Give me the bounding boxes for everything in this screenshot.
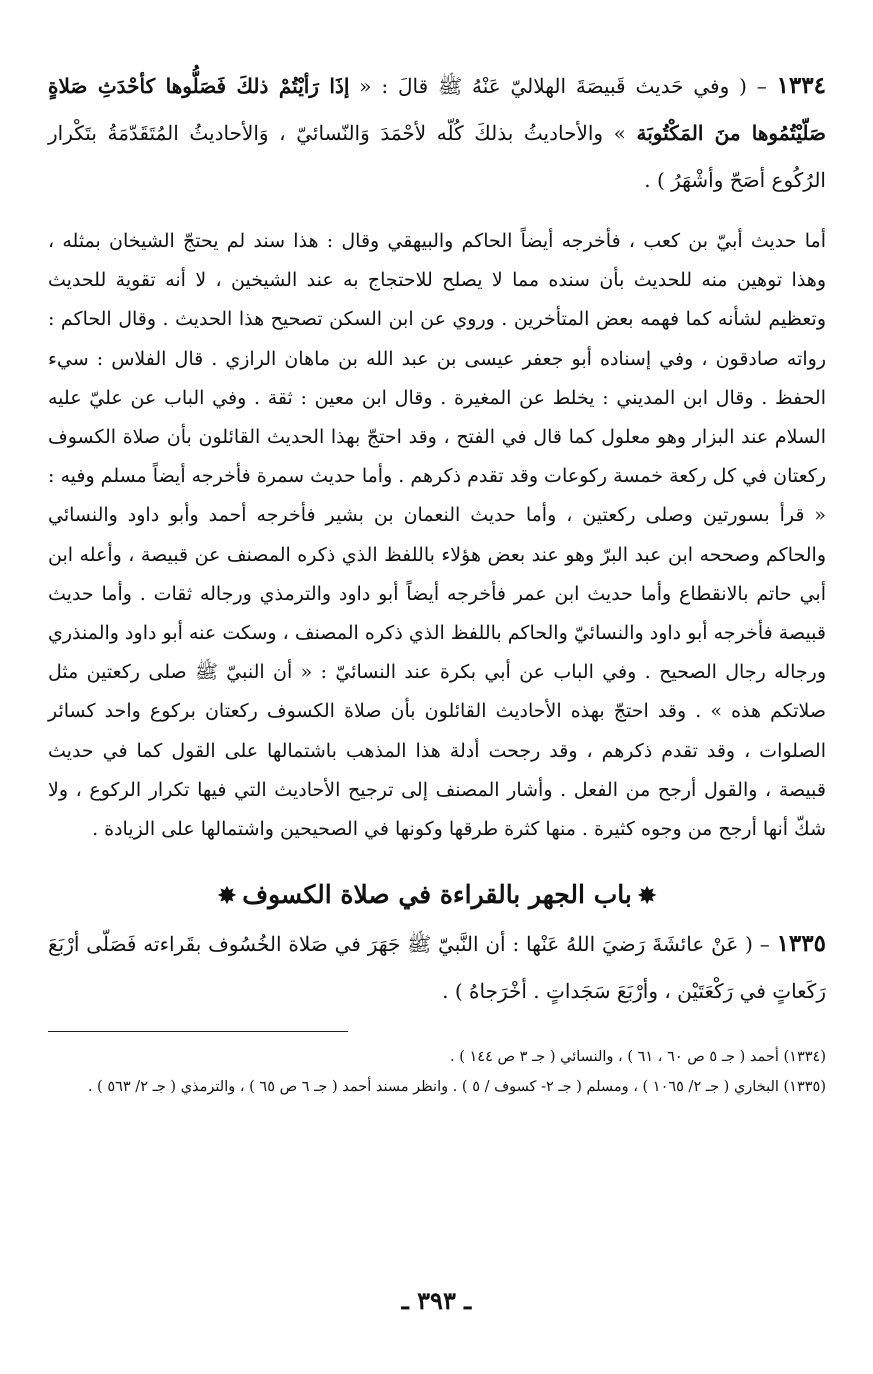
page-number: ـ ٣٩٣ ـ	[401, 1286, 472, 1315]
page-body	[48, 62, 826, 1102]
hadith-text: – ( عَنْ عائشَةَ رَضيَ اللهُ عَنْها : أن النَّبيّ ﷺ جَهَرَ في صَلاة الخُسُوف بقَراءته فَصَلّى أرْبَعَ رَكَعاتٍ في رَكْعَتَيْن ، وأرْبَعَ سَجَداتٍ . أخْرَجاهُ ) .	[48, 932, 826, 1004]
hadith-lead: – ( وفي حَديث قَبيصَةَ الهلاليّ عَنْهُ ﷺ قالَ : «	[349, 74, 777, 98]
commentary-paragraph: أما حديث أبيّ بن كعب ، فأخرجه أيضاً الحاكم والبيهقي وقال : هذا سند لم يحتجّ الشيخان بمثله ، وهذا توهين منه للحديث بأن سنده مما لا يصلح للاحتجاج به عند الشيخين ، لا أنه تقوية للحديث وتعظيم لشأنه كما فهمه بعض المتأخرين . وروي عن ابن السكن تصحيح هذا الحديث . وقال الحاكم : رواته صادقون ، وفي إسناده أبو جعفر عيسى بن عبد الله بن ماهان الرازي . قال الفلاس : سيء الحفظ . وقال ابن المديني : يخلط عن المغيرة . وقال ابن معين : ثقة . وفي الباب عن عليّ عليه السلام عند البزار وهو معلول كما قال في الفتح ، وقد احتجّ بهذا الحديث القائلون بأن صلاة الكسوف ركعتان في كل ركعة خمسة ركوعات وقد تقدم ذكرهم . وأما حديث سمرة فأخرجه أيضاً مسلم وفيه : « قرأ بسورتين وصلى ركعتين ، وأما حديث النعمان بن بشير فأخرجه أحمد وأبو داود والنسائي والحاكم وصححه ابن عبد البرّ وهو عند بعض هؤلاء باللفظ الذي ذكره المصنف عن قبيصة ، وأعله ابن أبي حاتم بالانقطاع وأما حديث ابن عمر فأخرجه أيضاً أبو داود والترمذي ورجاله ثقات . وأما حديث قبيصة فأخرجه أبو داود والنسائيّ والحاكم باللفظ الذي ذكره المصنف ، وسكت عنه أبو داود والمنذري ورجاله رجال الصحيح . وفي الباب عن أبي بكرة عند النسائيّ : « أن النبيّ ﷺ صلى ركعتين مثل صلاتكم هذه » . وقد احتجّ بهذه الأحاديث القائلون بأن صلاة الكسوف ركعتان بركوع واحد كسائر الصلوات ، وقد تقدم ذكرهم ، وقد رجحت أدلة هذا المذهب باشتمالها على القول كما في حديث قبيصة ، والقول أرجح من الفعل . وأشار المصنف إلى ترجيح الأحاديث التي فيها تكرار الركوع ، ولا شكّ أنها أرجح من وجوه كثيرة . منها كثرة طرقها وكونها في الصحيحين واشتمالها على الزيادة .	[48, 230, 826, 841]
chapter-heading	[48, 875, 826, 916]
footnote-rule	[48, 1031, 348, 1032]
hadith-quote: إذَا رَأيْتُمْ ذلكَ فَصَلُّوها كأحْدَثِ صَلاةٍ صَلّيْتُمُوها منَ المَكْتُوبَة	[48, 74, 826, 145]
footnote-separator	[48, 1031, 826, 1032]
hadith-number: ١٣٣٥	[776, 930, 826, 958]
hadith-1335	[48, 920, 826, 1015]
star-ornament-icon: ✸	[217, 883, 237, 910]
hadith-tail: » والأحاديثُ بذلكَ كُلّه لأحْمَدَ وَالنّسائيّ ، وَالأحاديثُ المُتَقَدّمَةُ بتَكْرار الرُكُوع أصَحّ وأشْهَرُ ) .	[48, 121, 826, 192]
hadith-number: ١٣٣٤	[776, 72, 826, 99]
footnotes	[48, 1042, 826, 1102]
footnote-1334: (١٣٣٤) أحمد ( جـ ٥ ص ٦٠ ، ٦١ ) ، والنسائي ( جـ ٣ ص ١٤٤ ) .	[450, 1049, 826, 1066]
chapter-title: باب الجهر بالقراءة في صلاة الكسوف	[242, 880, 632, 910]
footnote-1335: (١٣٣٥) البخاري ( جـ ٢/ ١٠٦٥ ) ، ومسلم ( جـ ٢- كسوف / ٥ ) . وانظر مسند أحمد ( جـ ٦ ص ٦٥ ) ، والترمذي ( جـ ٢/ ٥٦٣ ) .	[87, 1079, 826, 1096]
star-ornament-icon: ✸	[637, 883, 657, 910]
hadith-1334	[48, 62, 826, 204]
